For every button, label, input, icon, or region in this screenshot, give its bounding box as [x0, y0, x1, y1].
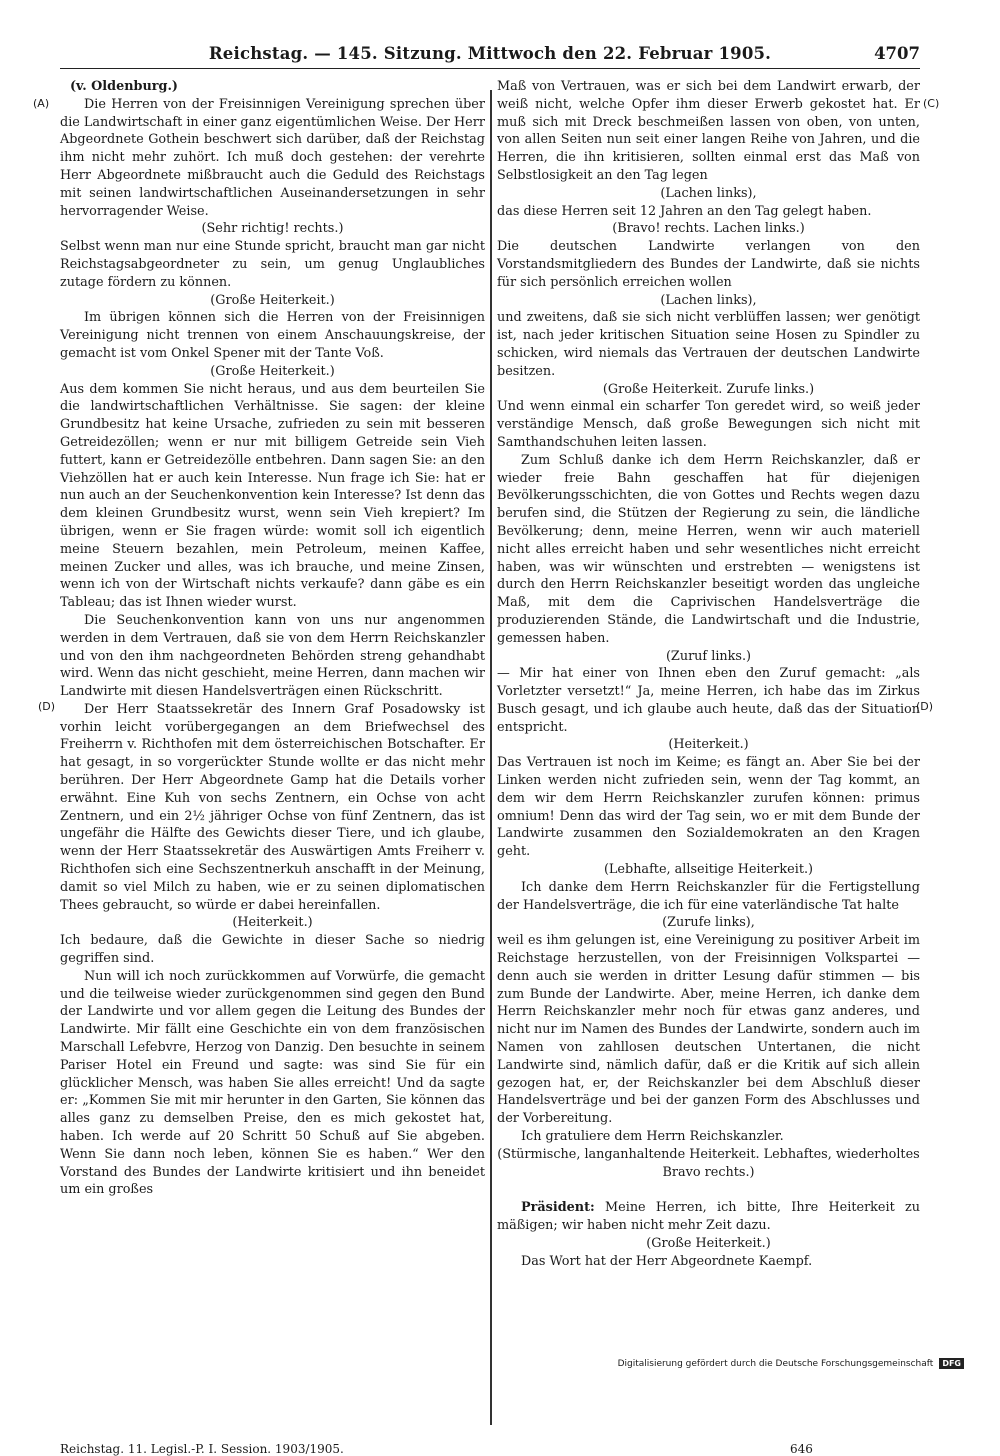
interjection: (Bravo! rechts. Lachen links.): [612, 221, 805, 237]
margin-marker-d-right: (D): [916, 700, 934, 713]
left-column: [60, 78, 485, 1199]
margin-marker-d-left: (D): [38, 700, 56, 713]
speech-text: Meine Herren, ich bitte, Ihre Heiterkeit zu mäßigen; wir haben nicht mehr Zeit dazu.: [497, 1200, 920, 1234]
footer-session: Reichstag. 11. Legisl.-P. I. Session. 1903/1905.: [60, 1442, 344, 1456]
page-header: [60, 42, 920, 69]
speech-paragraph: Das Vertrauen ist noch im Keime; es fängt an. Aber Sie bei der Linken werden nicht zufrieden sein, wenn der Tag kommt, an dem wir dem Herrn Reichskanzler zurufen können: primus omnium! Denn das wird der Tag sein, wo er mit dem Bunde der Landwirte zusammen den Sozialdemokraten an den Kragen geht.: [497, 755, 920, 860]
speech-paragraph: Und wenn einmal ein scharfer Ton geredet wird, so weiß jeder verständige Mensch, daß große Bewegungen sich nicht mit Samthandschuhen leiten lassen.: [497, 399, 920, 450]
interjection: (Zurufe links),: [662, 915, 755, 931]
speech-paragraph: Die Seuchenkonvention kann von uns nur angenommen werden in dem Vertrauen, daß sie von dem Herrn Reichskanzler und von den ihm nachgeordneten Behörden streng gehandhabt wird. Wenn das nicht geschieht, meine Herren, dann machen wir Landwirte mit diesen Handelsverträgen einen Rückschritt.: [60, 612, 485, 700]
speech-paragraph: Im übrigen können sich die Herren von der Freisinnigen Vereinigung nicht trennen von einem Anschauungskreise, der gemacht ist vom Onkel Spener mit der Tante Voß.: [60, 310, 485, 361]
section-spacer: [497, 1181, 920, 1199]
interjection: (Große Heiterkeit.): [646, 1236, 771, 1251]
speech-paragraph: Das Wort hat der Herr Abgeordnete Kaempf.: [521, 1253, 813, 1269]
interjection: (Heiterkeit.): [668, 737, 749, 753]
interjection: (Heiterkeit.): [232, 915, 313, 931]
speech-paragraph: und zweitens, daß sie sich nicht verblüffen lassen; wer genötigt ist, nach jeder kritischen Situation seine Hosen zu Spindler zu schicken, wird niemals das Vertrauen der deutschen Landwirte besitzen.: [497, 310, 920, 379]
speech-paragraph: Ich gratuliere dem Herrn Reichskanzler.: [521, 1129, 784, 1145]
interjection: (Große Heiterkeit.): [210, 363, 335, 379]
interjection: (Lebhafte, allseitige Heiterkeit.): [603, 862, 814, 878]
margin-marker-c: (C): [923, 97, 940, 110]
interjection: (Lachen links),: [660, 292, 757, 308]
speech-paragraph: Ich danke dem Herrn Reichskanzler für die Fertigstellung der Handelsverträge, die ich für eine vaterländische Tat halte: [497, 879, 920, 913]
speech-paragraph: weil es ihm gelungen ist, eine Vereinigung zu positiver Arbeit im Reichstage herzustellen, von der Freisinnigen Volkspartei — denn auch sie werden in dritter Lesung dafür stimmen — bis zum Bunde der Landwirte. Aber, meine Herren, ich danke dem Herrn Reichskanzler mehr noch für etwas ganz anderes, und nicht nur im Namen des Bundes der Landwirte, sondern auch im Namen von zahllosen deutschen Untertanen, die nicht Landwirte sind, nämlich dafür, daß er die Kritik auf sich allein gezogen hat, er, der Reichskanzler bei dem Abschluß dieser Handelsverträge und bei der ganzen Form des Abschlusses und der Vorbereitung.: [497, 933, 920, 1127]
digitization-credit: [618, 1358, 964, 1369]
interjection: (Große Heiterkeit. Zurufe links.): [602, 381, 815, 397]
speech-paragraph: Maß von Vertrauen, was er sich bei dem Landwirt erwarb, der weiß nicht, welche Opfer ihm dieser Erwerb gekostet hat. Er muß sich mit Dreck beschmeißen lassen von oben, von unten, von allen Seiten nun seit einer langen Reihe von Jahren, und die Herren, die ihn kritisieren, sollten einmal erst das Maß von Selbstlosigkeit an den Tag legen: [497, 79, 920, 183]
right-column: [497, 78, 920, 1271]
interjection: (Lachen links),: [660, 185, 757, 201]
speech-paragraph: das diese Herren seit 12 Jahren an den Tag gelegt haben.: [497, 203, 872, 219]
column-divider: [490, 90, 492, 1425]
interjection: (Sehr richtig! rechts.): [201, 221, 344, 237]
interjection: (Große Heiterkeit.): [210, 292, 335, 308]
dfg-logo: DFG: [939, 1358, 964, 1369]
speech-paragraph: Ich bedaure, daß die Gewichte in dieser Sache so niedrig gegriffen sind.: [60, 933, 485, 967]
speaker-reference: (v. Oldenburg.): [70, 79, 178, 94]
speech-paragraph: Der Herr Staatssekretär des Innern Graf Posadowsky ist vorhin leicht vorübergegangen an dem Briefwechsel des Freiherrn v. Richthofen mit dem österreichischen Botschafter. Er hat gesagt, in so vorgerückter Stunde wollte er das nicht mehr berühren. Der Herr Abgeordnete Gamp hat die Details vorher erwähnt. Eine Kuh von sechs Zentnern, ein Ochse von acht Zentnern, und ein 2½ jähriger Ochse von fünf Zentnern, das ist ungefähr die Hälfte des Gewichts dieser Tiere, und ich glaube, wenn der Herr Staatssekretär des Auswärtigen Amts Freiherr v. Richthofen sich eine Sechszentnerkuh anschafft in der Meinung, damit so viel Milch zu haben, wie er zu seinen diplomatischen Thees gebraucht, so würde er dabei hereinfallen.: [60, 701, 485, 913]
speech-paragraph: Zum Schluß danke ich dem Herrn Reichskanzler, daß er wieder freie Bahn geschaffen hat für diejenigen Bevölkerungsschichten, die von Gottes und Rechts wegen dazu berufen sind, die Stützen der Regierung zu sein, die ländliche Bevölkerung; denn, meine Herren, wenn wir auch materiell nicht alles erreicht haben und sehr wesentliches nicht erreicht haben, was wir wünschten und erstrebten — wenigstens ist durch den Herrn Reichskanzler beseitigt worden das ungleiche Maß, mit dem die Caprivischen Handelsverträge die produzierenden Stände, die Landwirtschaft und die Industrie, gemessen haben.: [497, 452, 920, 646]
speech-paragraph: — Mir hat einer von Ihnen eben den Zuruf gemacht: „als Vorletzter versetzt!“ Ja, meine Herren, ich habe das im Zirkus Busch gesagt, und ich glaube auch heute, daß das der Situation entspricht.: [497, 666, 920, 735]
footer-sheet-number: 646: [790, 1442, 813, 1456]
credit-text: Digitalisierung gefördert durch die Deutsche Forschungsgemeinschaft: [617, 1358, 934, 1369]
interjection: (Stürmische, langanhaltende Heiterkeit. Lebhaftes, wiederholtes Bravo rechts.): [497, 1146, 920, 1180]
speaker-name: Präsident:: [521, 1200, 595, 1216]
margin-marker-a: (A): [33, 97, 50, 110]
speech-paragraph: Die deutschen Landwirte verlangen von den Vorstandsmitgliedern des Bundes der Landwirte, daß sie nichts für sich persönlich erreichen wollen: [497, 239, 920, 290]
speech-paragraph: Nun will ich noch zurückkommen auf Vorwürfe, die gemacht und die teilweise wieder zurückgenommen sind gegen den Bund der Landwirte und vor allem gegen die Leitung des Bundes der Landwirte. Mir fällt eine Geschichte ein von dem französischen Marschall Lefebvre, Herzog von Danzig. Den besuchte in seinem Pariser Hotel ein Freund und sagte: was sind Sie für ein glücklicher Mensch, was haben Sie alles erreicht! Und da sagte er: „Kommen Sie mit mir herunter in den Garten, Sie können das alles ganz zu demselben Preise, den es mich gekostet hat, haben. Ich werde auf 20 Schritt 50 Schuß auf Sie abgeben. Wenn Sie dann noch leben, können Sie es haben.“ Wer den Vorstand des Bundes der Landwirte kritisiert und ihn beneidet um ein großes: [60, 968, 485, 1198]
header-title: Reichstag. — 145. Sitzung. Mittwoch den 22. Februar 1905.: [208, 44, 772, 63]
interjection: (Zuruf links.): [665, 648, 752, 664]
speech-paragraph: Die Herren von der Freisinnigen Vereinigung sprechen über die Landwirtschaft in einer ganz eigentümlichen Weise. Der Herr Abgeordnete Gothein beschwert sich darüber, daß der Reichstag ihm nicht mehr zuhört. Ich muß doch gestehen: der verehrte Herr Abgeordnete mißbraucht auch die Geduld des Reichstags mit seinen landwirtschaftlichen Auseinandersetzungen in sehr hervorragender Weise.: [60, 96, 485, 219]
speech-paragraph: Aus dem kommen Sie nicht heraus, und aus dem beurteilen Sie die landwirtschaftlichen Verhältnisse. Sie sagen: der kleine Grundbesitz hat keine Ursache, zufrieden zu sein mit besseren Getreidezöllen; wenn er nur mit billigem Getreide sein Vieh futtert, kann er Getreidezölle entbehren. Dann sagen Sie: an den Viehzöllen hat er auch kein Interesse. Nun frage ich Sie: hat er nun auch an der Seuchenkonvention kein Interesse? Ist denn das dem kleinen Grundbesitz wurst, wenn sein Vieh krepiert? Im übrigen, wenn er Sie fragen würde: womit soll ich eigentlich meine Steuern bezahlen, mein Petroleum, meinen Kaffee, meinen Zucker und alles, was ich brauche, und meine Zinsen, wenn ich von der Wirtschaft nichts verkaufe? dann gäbe es ein Tableau; das ist Ihnen wieder wurst.: [60, 381, 485, 611]
president-statement: [497, 1199, 920, 1235]
speech-paragraph: Selbst wenn man nur eine Stunde spricht, braucht man gar nicht Reichstagsabgeordneter zu sein, um genug Unglaubliches zutage fördern zu können.: [60, 239, 485, 290]
page-number: 4707: [874, 44, 920, 63]
